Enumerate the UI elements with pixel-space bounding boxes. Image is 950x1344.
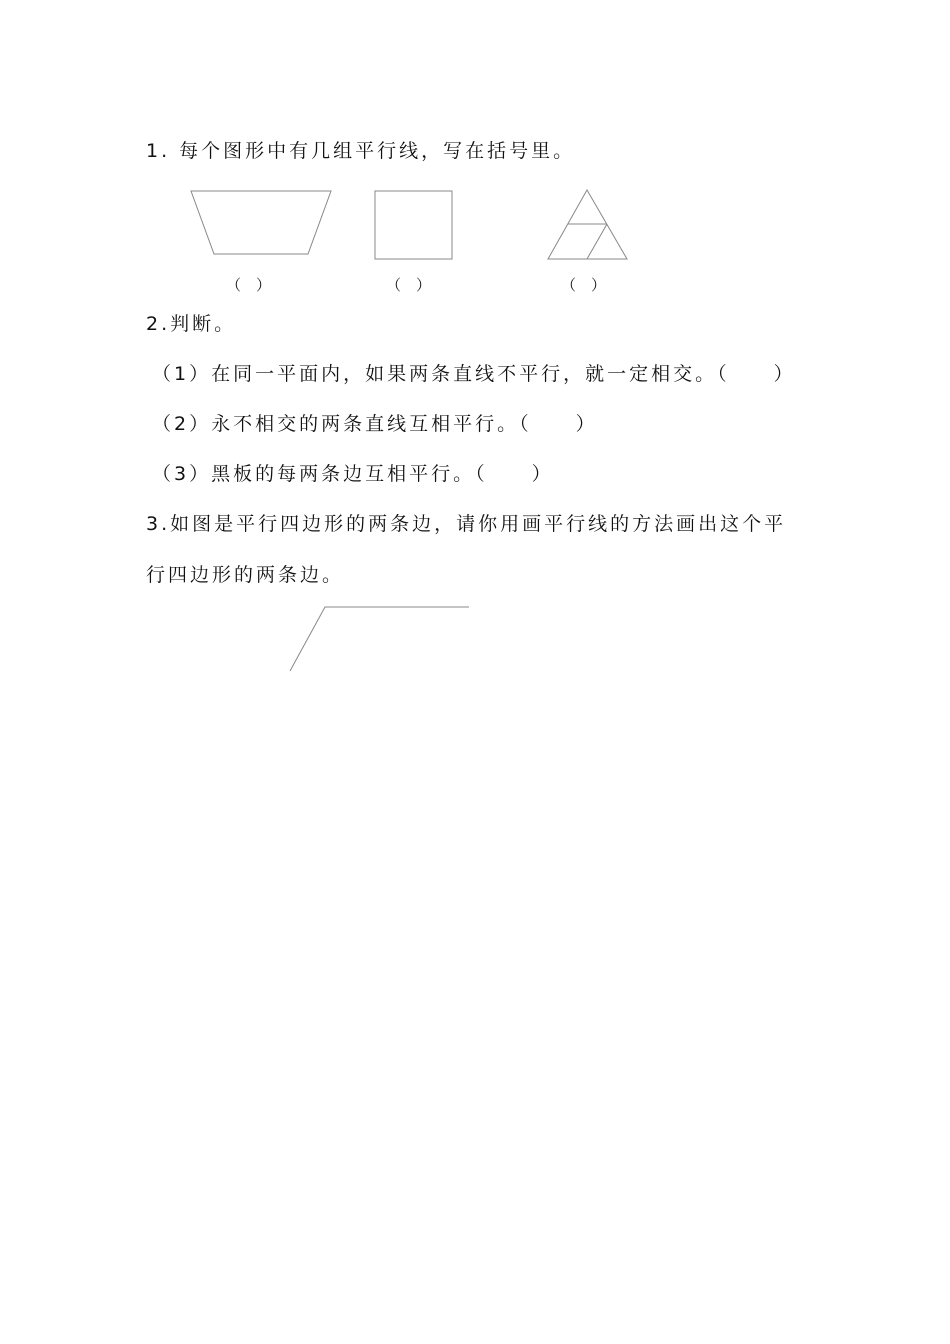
judgment-item-1: （1）在同一平面内，如果两条直线不平行，就一定相交。（ ） <box>152 363 796 385</box>
answer-bracket-3: （ ） <box>561 276 607 294</box>
question-1-text: 1. 每个图形中有几组平行线，写在括号里。 <box>146 140 576 162</box>
question-3-text-line-1: 3.如图是平行四边形的两条边，请你用画平行线的方法画出这个平 <box>146 513 787 535</box>
answer-bracket-2: （ ） <box>386 276 432 294</box>
trapezoid-figure <box>190 190 332 256</box>
question-3-text-line-2: 行四边形的两条边。 <box>146 564 345 586</box>
subdivided-triangle-figure <box>547 189 629 261</box>
judgment-item-3: （3）黑板的每两条边互相平行。（ ） <box>152 463 554 485</box>
judgment-item-2: （2）永不相交的两条直线互相平行。（ ） <box>152 413 598 435</box>
answer-bracket-1: （ ） <box>226 276 272 294</box>
question-2-title: 2.判断。 <box>146 313 237 335</box>
parallelogram-two-sides-figure <box>288 604 472 674</box>
square-figure <box>374 190 453 260</box>
